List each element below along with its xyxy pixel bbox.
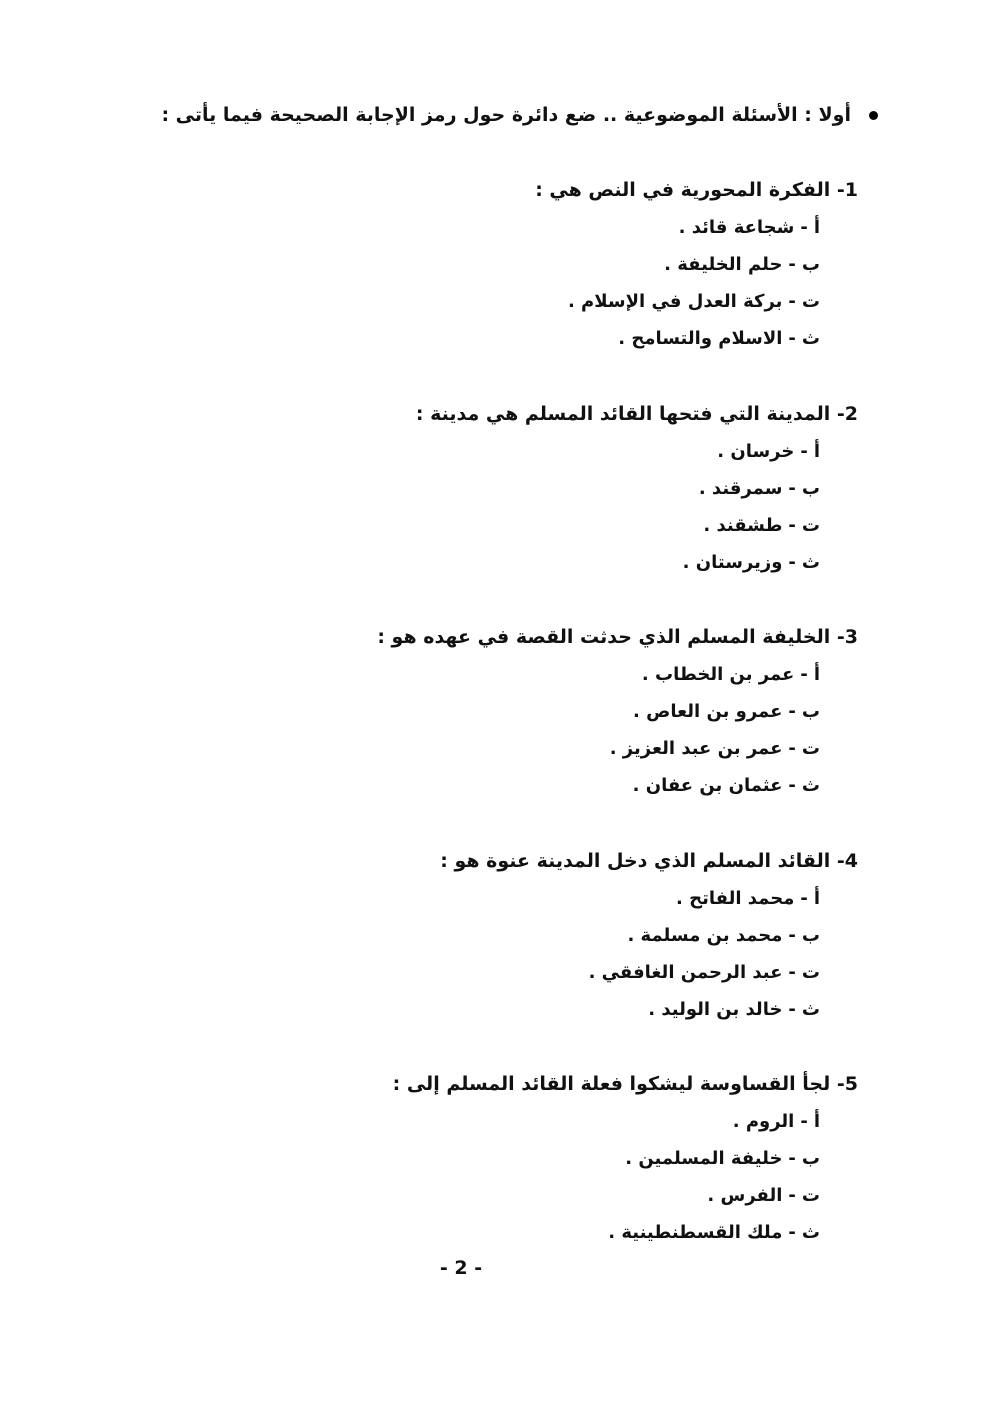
option-b[interactable]: ب-حلم الخليفة . [535, 246, 820, 283]
option-text: عمر بن عبد العزيز . [609, 738, 783, 759]
option-letter: ث [801, 999, 820, 1020]
option-letter: أ [813, 664, 820, 685]
option-text: الروم . [732, 1111, 795, 1132]
option-a[interactable]: أ-الروم . [393, 1103, 820, 1140]
bullet-icon [869, 111, 878, 120]
page-number: - 2 - [439, 1257, 483, 1279]
option-th[interactable]: ث-ملك القسطنطينية . [393, 1214, 820, 1251]
option-a[interactable]: أ-خرسان . [416, 433, 820, 470]
option-a[interactable]: أ-شجاعة قائد . [535, 209, 820, 246]
question-text: المدينة التي فتحها القائد المسلم هي مدينة : [415, 403, 831, 425]
option-text: شجاعة قائد . [678, 217, 795, 238]
option-text: محمد بن مسلمة . [627, 925, 783, 946]
option-letter: ث [801, 328, 820, 349]
option-text: بركة العدل في الإسلام . [567, 291, 783, 312]
option-b[interactable]: ب-عمرو بن العاص . [377, 693, 820, 730]
question-1 [535, 171, 858, 357]
option-letter: ث [801, 775, 820, 796]
option-text: خليفة المسلمين . [625, 1148, 783, 1169]
question-number: 2- [836, 403, 858, 425]
question-number: 4- [836, 850, 858, 872]
option-letter: أ [813, 888, 820, 909]
option-text: خالد بن الوليد . [648, 999, 783, 1020]
option-letter: أ [813, 217, 820, 238]
options-list [416, 433, 858, 581]
options-list [377, 656, 858, 804]
question-title [440, 842, 858, 880]
option-th[interactable]: ث-وزيرستان . [416, 544, 820, 581]
option-t[interactable]: ت-عبد الرحمن الغافقي . [440, 954, 820, 991]
option-th[interactable]: ث-عثمان بن عفان . [377, 767, 820, 804]
question-number: 3- [836, 626, 858, 648]
options-list [440, 880, 858, 1028]
option-text: سمرقند . [698, 478, 783, 499]
option-a[interactable]: أ-محمد الفاتح . [440, 880, 820, 917]
option-text: محمد الفاتح . [676, 888, 795, 909]
question-4 [440, 842, 858, 1028]
options-list [535, 209, 858, 357]
option-th[interactable]: ث-خالد بن الوليد . [440, 991, 820, 1028]
question-2 [416, 395, 858, 581]
option-letter: ب [801, 254, 820, 275]
option-th[interactable]: ث-الاسلام والتسامح . [535, 320, 820, 357]
option-letter: ت [801, 291, 820, 312]
option-t[interactable]: ت-عمر بن عبد العزيز . [377, 730, 820, 767]
question-3 [377, 618, 858, 804]
option-letter: ت [801, 1185, 820, 1206]
question-title [377, 618, 858, 656]
option-text: خرسان . [717, 441, 795, 462]
question-text: لجأ القساوسة ليشكوا فعلة القائد المسلم إلى : [392, 1073, 831, 1095]
option-b[interactable]: ب-سمرقند . [416, 470, 820, 507]
option-letter: ت [801, 738, 820, 759]
option-text: عمرو بن العاص . [633, 701, 783, 722]
question-number: 1- [836, 179, 858, 201]
option-text: عمر بن الخطاب . [641, 664, 795, 685]
question-title [535, 171, 858, 209]
option-text: ملك القسطنطينية . [608, 1222, 783, 1243]
option-letter: أ [813, 1111, 820, 1132]
option-b[interactable]: ب-خليفة المسلمين . [393, 1140, 820, 1177]
option-text: عبد الرحمن الغافقي . [588, 962, 783, 983]
question-text: القائد المسلم الذي دخل المدينة عنوة هو : [440, 850, 831, 872]
options-list [393, 1103, 858, 1251]
option-b[interactable]: ب-محمد بن مسلمة . [440, 917, 820, 954]
option-text: الاسلام والتسامح . [618, 328, 783, 349]
option-letter: ب [801, 1148, 820, 1169]
question-title [416, 395, 858, 433]
option-letter: أ [813, 441, 820, 462]
question-number: 5- [836, 1073, 858, 1095]
question-text: الخليفة المسلم الذي حدثت القصة في عهده هو : [377, 626, 831, 648]
question-text: الفكرة المحورية في النص هي : [535, 179, 831, 201]
option-letter: ت [801, 962, 820, 983]
option-text: الفرس . [707, 1185, 783, 1206]
option-letter: ب [801, 925, 820, 946]
option-text: عثمان بن عفان . [632, 775, 783, 796]
heading-text: أولا : الأسئلة الموضوعية .. ضع دائرة حول رمز الإجابة الصحيحة فيما يأتى : [161, 104, 851, 126]
question-5 [393, 1065, 858, 1251]
option-letter: ت [801, 515, 820, 536]
option-a[interactable]: أ-عمر بن الخطاب . [377, 656, 820, 693]
option-text: وزيرستان . [682, 552, 783, 573]
question-title [393, 1065, 858, 1103]
section-heading [161, 104, 878, 126]
option-text: حلم الخليفة . [664, 254, 783, 275]
option-letter: ث [801, 552, 820, 573]
option-letter: ب [801, 701, 820, 722]
option-t[interactable]: ت-الفرس . [393, 1177, 820, 1214]
option-letter: ب [801, 478, 820, 499]
option-letter: ث [801, 1222, 820, 1243]
option-t[interactable]: ت-بركة العدل في الإسلام . [535, 283, 820, 320]
option-text: طشقند . [703, 515, 783, 536]
option-t[interactable]: ت-طشقند . [416, 507, 820, 544]
